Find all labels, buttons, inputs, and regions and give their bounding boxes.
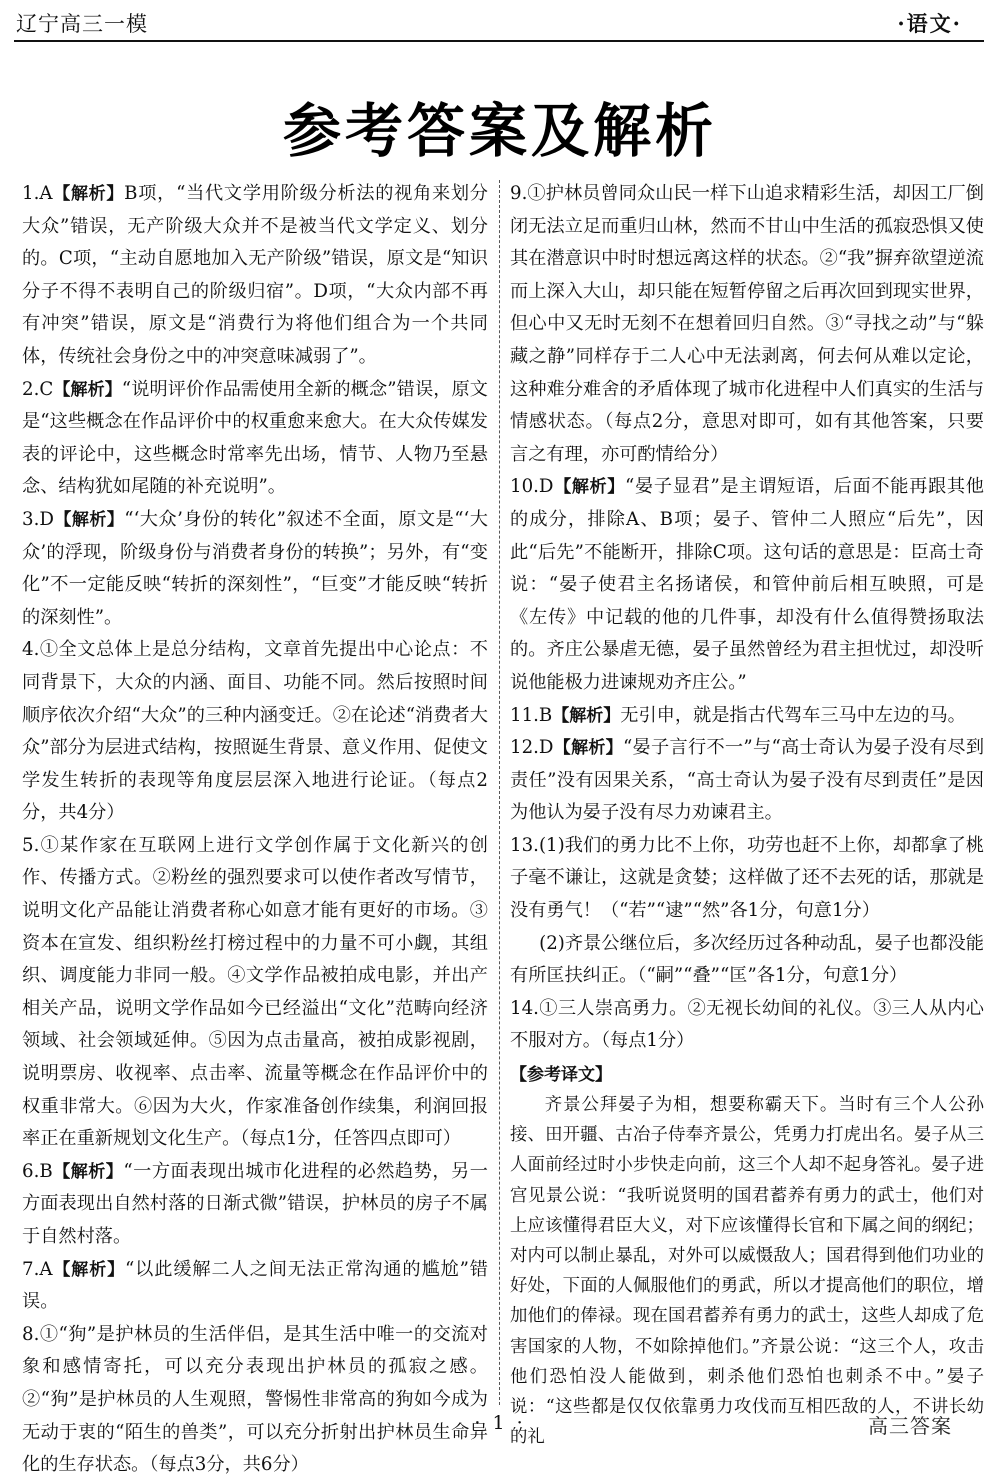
right-answer-list xyxy=(510,178,984,1058)
answer-item xyxy=(510,471,984,699)
answer-text: “‘大众’身份的转化”叙述不全面，原文是“‘大众’的浮现，阶级身份与消费者身份的转换”；另外，有“变化”不一定能反映“转折的深刻性”，“巨变”才能反映“转折的深刻性”。 xyxy=(22,508,488,628)
answer-item xyxy=(510,830,984,928)
column-divider xyxy=(499,180,500,1405)
answer-item xyxy=(22,178,488,374)
answer-item xyxy=(510,178,984,471)
analysis-tag: 【解析】 xyxy=(553,738,623,759)
answer-item xyxy=(22,830,488,1156)
answer-text: (1)我们的勇力比不上你，功劳也赶不上你，却都拿了桃子毫不谦让，这就是贪婪；这样做了还不去死的话，那就是没有勇气！（“若”“逮”“然”各1分，句意1分） xyxy=(510,834,984,922)
analysis-tag: 【解析】 xyxy=(553,477,625,498)
answer-number: 3.D xyxy=(22,508,54,530)
answer-number: 8. xyxy=(22,1323,40,1345)
analysis-tag: 【解析】 xyxy=(52,184,125,204)
page-title: 参考答案及解析 xyxy=(282,97,717,165)
answer-text: “以此缓解二人之间无法正常沟通的尴尬”错误。 xyxy=(22,1258,488,1313)
answer-number: 2.C xyxy=(22,378,54,400)
answer-item xyxy=(22,374,488,504)
answer-number: 14. xyxy=(510,997,539,1019)
answer-item xyxy=(22,504,488,634)
answer-text: ①三人崇高勇力。②无视长幼间的礼仪。③三人从内心不服对方。（每点1分） xyxy=(510,997,984,1052)
answer-item xyxy=(22,1156,488,1254)
answer-number: 6.B xyxy=(22,1160,53,1182)
answer-text: 无引申，就是指古代驾车三马中左边的马。 xyxy=(620,704,966,726)
answer-item xyxy=(510,732,984,830)
answer-text: ①某作家在互联网上进行文学创作属于文化新兴的创作、传播方式。②粉丝的强烈要求可以使作者改写情节，说明文化产品能让消费者称心如意才能有更好的市场。③资本在宣发、组织粉丝打榜过程中的力量不可小觑，其组织、调度能力非同一般。④文学作品被拍成电影，并出产相关产品，说明文学作品如今已经溢出“文化”范畴向经济领域、社会领域延伸。⑤因为点击量高，被拍成影视剧，说明票房、收视率、点击率、流量等概念在作品评价中的权重非常大。⑥因为大火，作家准备创作续集，利润回报率正在重新规划文化生产。（每点1分，任答四点即可） xyxy=(22,834,488,1150)
answer-number: 12.D xyxy=(510,737,554,759)
header-subject: ·语文· xyxy=(897,11,962,36)
answer-item xyxy=(22,1319,488,1482)
analysis-tag: 【解析】 xyxy=(52,1259,125,1280)
footer-note: 高三答案 xyxy=(868,1414,952,1438)
answer-number: 5. xyxy=(22,834,40,856)
translation-heading-label: 【参考译文】 xyxy=(510,1065,612,1086)
answer-item xyxy=(22,1254,488,1319)
answer-text: “说明评价作品需使用全新的概念”错误，原文是“这些概念在作品评价中的权重愈来愈大。在大众传媒发表的评论中，这些概念时常率先出场，情节、人物乃至悬念、结构犹如尾随的补充说明”。 xyxy=(22,378,488,498)
answer-number: 13. xyxy=(510,834,539,856)
analysis-tag: 【解析】 xyxy=(552,705,621,726)
header-divider xyxy=(14,40,984,42)
answer-number: 4. xyxy=(22,639,40,661)
answer-text: ①“狗”是护林员的生活伴侣，是其生活中唯一的交流对象和感情寄托，可以充分表现出护林员的孤寂之感。②“狗”是护林员的人生观照，警惕性非常高的狗如今成为无动于衷的“陌生的兽类”，可以充分折射出护林员生命异化的生存状态。（每点3分，共6分） xyxy=(22,1323,488,1476)
answer-number: 10.D xyxy=(510,476,554,498)
answer-item xyxy=(22,634,488,830)
answer-text: ①全文总体上是总分结构，文章首先提出中心论点：不同背景下，大众的内涵、面目、功能不同。然后按照时间顺序依次介绍“大众”的三种内涵变迁。②在论述“消费者大众”部分为层进式结构，按照诞生背景、意义作用、促使文学发生转折的表现等角度层层深入地进行论证。（每点2分，共4分） xyxy=(22,639,488,824)
translation-body: 齐景公拜晏子为相，想要称霸天下。当时有三个人公孙接、田开疆、古冶子侍奉齐景公，凭勇力打虎出名。晏子从三人面前经过时小步快走向前，这三个人却不起身答礼。晏子进宫见景公说：“我听说贤明的国君蓄养有勇力的武士，他们对上应该懂得君臣大义，对下应该懂得长官和下属之间的纲纪；对内可以制止暴乱，对外可以威慑敌人；国君得到他们功业的好处，下面的人佩服他们的勇武，所以才提高他们的职位，增加他们的俸禄。现在国君蓄养有勇力的武士，这些人却成了危害国家的人物，不如除掉他们。”齐景公说：“这三个人，攻击他们恐怕没人能做到，刺杀他们恐怕也刺杀不中。”晏子说：“这些都是仅仅依靠勇力攻伐而互相匹敌的人，不讲长幼的礼 xyxy=(510,1095,984,1448)
answer-number: 11.B xyxy=(510,704,553,726)
answer-text: B项，“当代文学用阶级分析法的视角来划分大众”错误，无产阶级大众并不是被当代文学定义、划分的。C项，“主动自愿地加入无产阶级”错误，原文是“知识分子不得不表明自己的阶级归宿”。D项，“大众内部不再有冲突”错误，原文是“消费行为将他们组合为一个共同体，传统社会身份之中的冲突意味减弱了”。 xyxy=(22,183,488,367)
answer-number: 7.A xyxy=(22,1258,53,1280)
answer-text: “一方面表现出城市化进程的必然趋势，另一方面表现出自然村落的日渐式微”错误，护林员的房子不属于自然村落。 xyxy=(22,1160,488,1247)
analysis-tag: 【解析】 xyxy=(52,1161,124,1182)
answer-text: “晏子言行不一”与“高士奇认为晏子没有尽到责任”没有因果关系，“高士奇认为晏子没有尽到责任”是因为他认为晏子没有尽力劝谏君主。 xyxy=(510,737,985,824)
answer-item xyxy=(510,700,984,733)
translation-heading xyxy=(510,1060,984,1090)
answer-text: ①护林员曾同众山民一样下山追求精彩生活，却因工厂倒闭无法立足而重归山林，然而不甘山中生活的孤寂恐惧又使其在潜意识中时时想远离这样的状态。②“我”摒弃欲望逆流而上深入大山，却只能在短暂停留之后再次回到现实世界，但心中又无时无刻不在想着回归自然。③“寻找之动”与“躲藏之静”同样存于二人心中无法剥离，何去何从难以定论，这种难分难舍的矛盾体现了城市化进程中人们真实的生活与情感状态。（每点2分，意思对即可，如有其他答案，只要言之有理，亦可酌情给分） xyxy=(510,183,984,465)
header-exam-name: 辽宁高三一模 xyxy=(16,12,148,36)
page-number: · 1 · xyxy=(474,1412,526,1434)
left-column xyxy=(22,178,488,1482)
answer-item xyxy=(510,993,984,1058)
answer-text-continued: (2)齐景公继位后，多次经历过各种动乱，晏子也都没能有所匡扶纠正。（“嗣”“叠”“匡”各1分，句意1分） xyxy=(510,932,984,987)
answer-text: “晏子显君”是主谓短语，后面不能再跟其他的成分，排除A、B项；晏子、管仲二人照应“后先”，因此“后先”不能断开，排除C项。这句话的意思是：臣高士奇说：“晏子使君主名扬诸侯，和管仲前后相互映照，可是《左传》中记载的他的几件事，却没有什么值得赞扬取法的。齐庄公暴虐无德，晏子虽然曾经为君主担忧过，却没听说他能极力进谏规劝齐庄公。” xyxy=(510,476,984,693)
right-column xyxy=(510,178,984,1452)
analysis-tag: 【解析】 xyxy=(53,509,125,530)
answer-number: 9. xyxy=(510,183,528,204)
analysis-tag: 【解析】 xyxy=(53,379,122,400)
answer-number: 1.A xyxy=(22,183,53,204)
